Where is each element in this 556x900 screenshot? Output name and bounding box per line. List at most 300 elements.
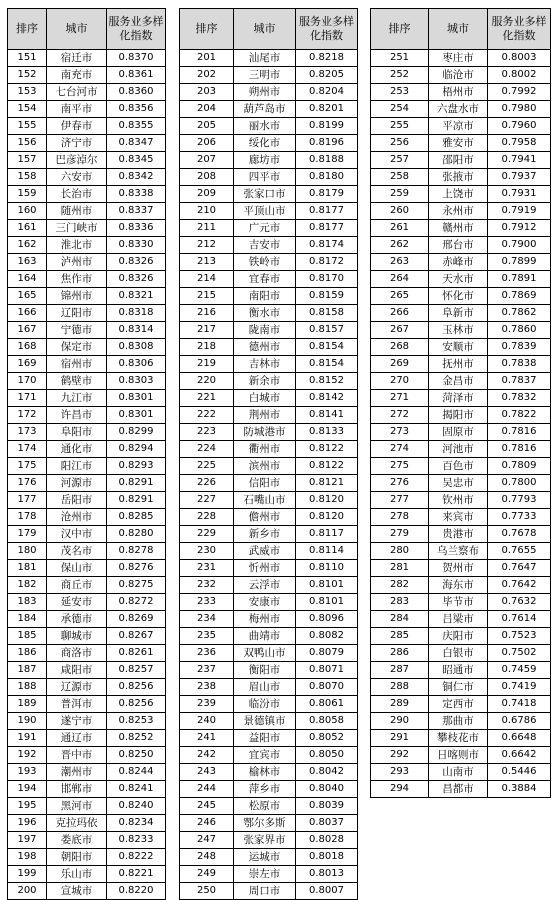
- city-cell: 绥化市: [234, 135, 296, 152]
- rank-cell: 222: [180, 407, 234, 424]
- city-cell: 萍乡市: [234, 781, 296, 798]
- rank-cell: 156: [8, 135, 47, 152]
- table-row: [8, 679, 166, 696]
- ranking-table-1: [7, 8, 166, 900]
- index-cell: 0.7418: [488, 696, 551, 713]
- index-cell: 0.8303: [107, 373, 166, 390]
- city-cell: 益阳市: [234, 730, 296, 747]
- city-cell: 伊春市: [47, 118, 107, 135]
- table-row: [180, 594, 358, 611]
- city-cell: 昭通市: [429, 662, 488, 679]
- rank-cell: 240: [180, 713, 234, 730]
- index-cell: 0.7647: [488, 560, 551, 577]
- table-row: [8, 662, 166, 679]
- rank-cell: 217: [180, 322, 234, 339]
- city-cell: 淮北市: [47, 237, 107, 254]
- rank-cell: 285: [371, 628, 429, 645]
- table-row: [371, 764, 551, 781]
- index-cell: 0.8291: [107, 492, 166, 509]
- rank-cell: 216: [180, 305, 234, 322]
- table-row: [180, 492, 358, 509]
- index-cell: 0.8345: [107, 152, 166, 169]
- rank-cell: 286: [371, 645, 429, 662]
- city-cell: 普洱市: [47, 696, 107, 713]
- city-cell: 武威市: [234, 543, 296, 560]
- rank-cell: 200: [8, 883, 47, 900]
- table-row: [371, 67, 551, 84]
- city-cell: 聊城市: [47, 628, 107, 645]
- rank-cell: 181: [8, 560, 47, 577]
- index-cell: 0.8241: [107, 781, 166, 798]
- rank-cell: 152: [8, 67, 47, 84]
- table-row: [371, 424, 551, 441]
- city-cell: 贺州市: [429, 560, 488, 577]
- index-cell: 0.7793: [488, 492, 551, 509]
- city-cell: 六安市: [47, 169, 107, 186]
- city-cell: 乐山市: [47, 866, 107, 883]
- index-cell: 0.8037: [296, 815, 358, 832]
- index-cell: 0.6648: [488, 730, 551, 747]
- index-cell: 0.7832: [488, 390, 551, 407]
- rank-cell: 262: [371, 237, 429, 254]
- rank-cell: 186: [8, 645, 47, 662]
- index-cell: 0.8294: [107, 441, 166, 458]
- rank-cell: 282: [371, 577, 429, 594]
- index-cell: 0.8291: [107, 475, 166, 492]
- rank-cell: 269: [371, 356, 429, 373]
- index-cell: 0.8042: [296, 764, 358, 781]
- table-row: [8, 186, 166, 203]
- index-cell: 0.8326: [107, 254, 166, 271]
- index-cell: 0.8318: [107, 305, 166, 322]
- city-cell: 石嘴山市: [234, 492, 296, 509]
- index-cell: 0.8174: [296, 237, 358, 254]
- index-cell: 0.8240: [107, 798, 166, 815]
- index-cell: 0.8221: [107, 866, 166, 883]
- index-cell: 0.8142: [296, 390, 358, 407]
- rank-cell: 273: [371, 424, 429, 441]
- city-cell: 娄底市: [47, 832, 107, 849]
- table-row: [371, 84, 551, 101]
- rank-header: 排序: [8, 9, 47, 50]
- index-header: 服务业多样化指数: [296, 9, 358, 50]
- table-row: [8, 220, 166, 237]
- table-row: [371, 560, 551, 577]
- table-row: [180, 356, 358, 373]
- city-cell: 随州市: [47, 203, 107, 220]
- index-cell: 0.8002: [488, 67, 551, 84]
- rank-cell: 234: [180, 611, 234, 628]
- table-row: [371, 594, 551, 611]
- city-cell: 吕梁市: [429, 611, 488, 628]
- header-row: [371, 9, 551, 50]
- table-row: [180, 628, 358, 645]
- city-cell: 赤峰市: [429, 254, 488, 271]
- index-cell: 0.7900: [488, 237, 551, 254]
- rank-cell: 206: [180, 135, 234, 152]
- rank-cell: 171: [8, 390, 47, 407]
- index-cell: 0.7816: [488, 441, 551, 458]
- city-cell: 宣城市: [47, 883, 107, 900]
- table-row: [8, 135, 166, 152]
- index-cell: 0.8096: [296, 611, 358, 628]
- table-row: [371, 220, 551, 237]
- index-cell: 0.8218: [296, 50, 358, 67]
- table-row: [180, 611, 358, 628]
- table-row: [371, 577, 551, 594]
- table-row: [8, 628, 166, 645]
- rank-cell: 162: [8, 237, 47, 254]
- rank-header: 排序: [371, 9, 429, 50]
- city-cell: 新乡市: [234, 526, 296, 543]
- index-cell: 0.8154: [296, 339, 358, 356]
- city-cell: 邯郸市: [47, 781, 107, 798]
- index-cell: 0.8256: [107, 679, 166, 696]
- table-row: [8, 577, 166, 594]
- table-row: [8, 203, 166, 220]
- table-row: [180, 390, 358, 407]
- table-row: [180, 764, 358, 781]
- city-cell: 延安市: [47, 594, 107, 611]
- table-row: [371, 101, 551, 118]
- index-cell: 0.8308: [107, 339, 166, 356]
- city-cell: 衡阳市: [234, 662, 296, 679]
- index-cell: 0.8360: [107, 84, 166, 101]
- table-row: [180, 339, 358, 356]
- city-cell: 沧州市: [47, 509, 107, 526]
- table-row: [371, 305, 551, 322]
- city-cell: 赣州市: [429, 220, 488, 237]
- rank-cell: 201: [180, 50, 234, 67]
- rank-cell: 221: [180, 390, 234, 407]
- rank-cell: 172: [8, 407, 47, 424]
- rank-cell: 235: [180, 628, 234, 645]
- table-row: [8, 373, 166, 390]
- table-row: [180, 543, 358, 560]
- rank-header: 排序: [180, 9, 234, 50]
- rank-cell: 188: [8, 679, 47, 696]
- index-cell: 0.7862: [488, 305, 551, 322]
- city-cell: 白银市: [429, 645, 488, 662]
- table-row: [371, 713, 551, 730]
- index-cell: 0.8028: [296, 832, 358, 849]
- rank-cell: 226: [180, 475, 234, 492]
- city-cell: 景德镇市: [234, 713, 296, 730]
- city-cell: 南平市: [47, 101, 107, 118]
- city-cell: 临汾市: [234, 696, 296, 713]
- rank-cell: 185: [8, 628, 47, 645]
- index-cell: 0.7816: [488, 424, 551, 441]
- rank-cell: 211: [180, 220, 234, 237]
- index-cell: 0.7839: [488, 339, 551, 356]
- city-cell: 通辽市: [47, 730, 107, 747]
- city-cell: 商洛市: [47, 645, 107, 662]
- header-row: [8, 9, 166, 50]
- rank-cell: 223: [180, 424, 234, 441]
- table-row: [371, 730, 551, 747]
- table-row: [371, 169, 551, 186]
- table-row: [8, 543, 166, 560]
- index-cell: 0.8003: [488, 50, 551, 67]
- table-row: [180, 203, 358, 220]
- city-cell: 潮州市: [47, 764, 107, 781]
- table-row: [180, 237, 358, 254]
- index-cell: 0.8356: [107, 101, 166, 118]
- rank-cell: 236: [180, 645, 234, 662]
- index-cell: 0.8061: [296, 696, 358, 713]
- city-cell: 张家口市: [234, 186, 296, 203]
- rank-cell: 213: [180, 254, 234, 271]
- table-row: [180, 50, 358, 67]
- city-cell: 平顶山市: [234, 203, 296, 220]
- index-cell: 0.7960: [488, 118, 551, 135]
- table-row: [180, 577, 358, 594]
- city-cell: 张掖市: [429, 169, 488, 186]
- index-cell: 0.8154: [296, 356, 358, 373]
- city-cell: 铜仁市: [429, 679, 488, 696]
- index-cell: 0.8177: [296, 220, 358, 237]
- city-cell: 南充市: [47, 67, 107, 84]
- rank-cell: 220: [180, 373, 234, 390]
- rank-cell: 228: [180, 509, 234, 526]
- index-cell: 0.8250: [107, 747, 166, 764]
- index-cell: 0.7419: [488, 679, 551, 696]
- city-cell: 新余市: [234, 373, 296, 390]
- rank-cell: 260: [371, 203, 429, 220]
- table-row: [180, 849, 358, 866]
- city-cell: 玉林市: [429, 322, 488, 339]
- rank-cell: 278: [371, 509, 429, 526]
- city-cell: 云浮市: [234, 577, 296, 594]
- city-cell: 崇左市: [234, 866, 296, 883]
- table-row: [180, 781, 358, 798]
- rank-cell: 184: [8, 611, 47, 628]
- city-cell: 榆林市: [234, 764, 296, 781]
- index-cell: 0.7958: [488, 135, 551, 152]
- rank-cell: 227: [180, 492, 234, 509]
- city-cell: 儋州市: [234, 509, 296, 526]
- table-row: [180, 288, 358, 305]
- table-row: [180, 883, 358, 900]
- index-cell: 0.8158: [296, 305, 358, 322]
- rank-cell: 158: [8, 169, 47, 186]
- rank-cell: 272: [371, 407, 429, 424]
- index-cell: 0.8301: [107, 390, 166, 407]
- rank-cell: 292: [371, 747, 429, 764]
- table-row: [8, 84, 166, 101]
- city-cell: 金昌市: [429, 373, 488, 390]
- city-cell: 雅安市: [429, 135, 488, 152]
- city-header: 城市: [234, 9, 296, 50]
- index-cell: 0.7678: [488, 526, 551, 543]
- table-row: [371, 356, 551, 373]
- table-row: [180, 475, 358, 492]
- table-row: [371, 237, 551, 254]
- index-cell: 0.7655: [488, 543, 551, 560]
- table-row: [371, 390, 551, 407]
- rank-cell: 244: [180, 781, 234, 798]
- index-cell: 0.8293: [107, 458, 166, 475]
- rank-cell: 266: [371, 305, 429, 322]
- city-cell: 黑河市: [47, 798, 107, 815]
- table-row: [8, 254, 166, 271]
- city-cell: 辽源市: [47, 679, 107, 696]
- city-header: 城市: [47, 9, 107, 50]
- index-cell: 0.8013: [296, 866, 358, 883]
- rank-cell: 267: [371, 322, 429, 339]
- rank-cell: 193: [8, 764, 47, 781]
- index-cell: 0.8039: [296, 798, 358, 815]
- table-row: [371, 203, 551, 220]
- table-row: [8, 815, 166, 832]
- index-cell: 0.8276: [107, 560, 166, 577]
- rank-cell: 250: [180, 883, 234, 900]
- rank-cell: 167: [8, 322, 47, 339]
- table-row: [371, 458, 551, 475]
- index-cell: 0.8121: [296, 475, 358, 492]
- rank-cell: 265: [371, 288, 429, 305]
- index-cell: 0.8201: [296, 101, 358, 118]
- index-cell: 0.8159: [296, 288, 358, 305]
- rank-cell: 183: [8, 594, 47, 611]
- city-cell: 商丘市: [47, 577, 107, 594]
- city-cell: 汕尾市: [234, 50, 296, 67]
- table-row: [8, 798, 166, 815]
- city-cell: 廊坊市: [234, 152, 296, 169]
- rank-cell: 178: [8, 509, 47, 526]
- table-row: [371, 543, 551, 560]
- rank-cell: 177: [8, 492, 47, 509]
- table-row: [371, 373, 551, 390]
- index-cell: 0.8070: [296, 679, 358, 696]
- rank-cell: 290: [371, 713, 429, 730]
- rank-cell: 198: [8, 849, 47, 866]
- index-cell: 0.7733: [488, 509, 551, 526]
- rank-cell: 252: [371, 67, 429, 84]
- city-cell: 固原市: [429, 424, 488, 441]
- rank-cell: 176: [8, 475, 47, 492]
- rank-cell: 189: [8, 696, 47, 713]
- city-cell: 荆州市: [234, 407, 296, 424]
- index-cell: 0.8082: [296, 628, 358, 645]
- index-cell: 0.8117: [296, 526, 358, 543]
- city-cell: 运城市: [234, 849, 296, 866]
- city-cell: 保定市: [47, 339, 107, 356]
- city-cell: 衡水市: [234, 305, 296, 322]
- table-row: [371, 118, 551, 135]
- rank-cell: 197: [8, 832, 47, 849]
- city-cell: 来宾市: [429, 509, 488, 526]
- rank-cell: 239: [180, 696, 234, 713]
- city-cell: 朝阳市: [47, 849, 107, 866]
- ranking-table-3: [370, 8, 551, 798]
- index-cell: 0.8261: [107, 645, 166, 662]
- index-cell: 0.6642: [488, 747, 551, 764]
- city-cell: 忻州市: [234, 560, 296, 577]
- table-row: [8, 152, 166, 169]
- city-cell: 晋中市: [47, 747, 107, 764]
- table-row: [371, 135, 551, 152]
- rank-cell: 175: [8, 458, 47, 475]
- city-cell: 钦州市: [429, 492, 488, 509]
- city-cell: 泸州市: [47, 254, 107, 271]
- table-row: [180, 220, 358, 237]
- city-cell: 那曲市: [429, 713, 488, 730]
- rank-cell: 238: [180, 679, 234, 696]
- city-cell: 永州市: [429, 203, 488, 220]
- index-cell: 0.8101: [296, 594, 358, 611]
- rank-cell: 169: [8, 356, 47, 373]
- city-cell: 吉安市: [234, 237, 296, 254]
- index-cell: 0.7459: [488, 662, 551, 679]
- city-cell: 河池市: [429, 441, 488, 458]
- city-cell: 河源市: [47, 475, 107, 492]
- index-cell: 0.8314: [107, 322, 166, 339]
- index-cell: 0.7869: [488, 288, 551, 305]
- rank-cell: 214: [180, 271, 234, 288]
- index-cell: 0.8253: [107, 713, 166, 730]
- rank-cell: 287: [371, 662, 429, 679]
- table-row: [180, 509, 358, 526]
- city-cell: 宜春市: [234, 271, 296, 288]
- index-cell: 0.8252: [107, 730, 166, 747]
- city-cell: 南阳市: [234, 288, 296, 305]
- rank-cell: 277: [371, 492, 429, 509]
- rank-cell: 288: [371, 679, 429, 696]
- index-cell: 0.8306: [107, 356, 166, 373]
- city-cell: 六盘水市: [429, 101, 488, 118]
- table-row: [371, 526, 551, 543]
- table-row: [180, 645, 358, 662]
- rank-cell: 279: [371, 526, 429, 543]
- rank-cell: 276: [371, 475, 429, 492]
- rank-cell: 219: [180, 356, 234, 373]
- rank-cell: 254: [371, 101, 429, 118]
- table-row: [180, 67, 358, 84]
- table-row: [8, 271, 166, 288]
- rank-cell: 173: [8, 424, 47, 441]
- city-cell: 周口市: [234, 883, 296, 900]
- index-cell: 0.8338: [107, 186, 166, 203]
- index-cell: 0.8133: [296, 424, 358, 441]
- index-header: 服务业多样化指数: [488, 9, 551, 50]
- rank-cell: 192: [8, 747, 47, 764]
- index-cell: 0.7800: [488, 475, 551, 492]
- rank-cell: 294: [371, 781, 429, 798]
- rank-cell: 251: [371, 50, 429, 67]
- city-cell: 鄂尔多斯: [234, 815, 296, 832]
- rank-cell: 289: [371, 696, 429, 713]
- table-row: [8, 883, 166, 900]
- city-cell: 菏泽市: [429, 390, 488, 407]
- table-row: [371, 152, 551, 169]
- index-cell: 0.8267: [107, 628, 166, 645]
- index-cell: 0.8058: [296, 713, 358, 730]
- index-cell: 0.8233: [107, 832, 166, 849]
- city-cell: 吴忠市: [429, 475, 488, 492]
- index-cell: 0.7931: [488, 186, 551, 203]
- table-row: [371, 492, 551, 509]
- rank-cell: 268: [371, 339, 429, 356]
- table-row: [371, 441, 551, 458]
- table-row: [371, 186, 551, 203]
- city-cell: 衢州市: [234, 441, 296, 458]
- rank-cell: 202: [180, 67, 234, 84]
- rank-cell: 160: [8, 203, 47, 220]
- index-cell: 0.8272: [107, 594, 166, 611]
- index-cell: 0.8141: [296, 407, 358, 424]
- index-cell: 0.8122: [296, 458, 358, 475]
